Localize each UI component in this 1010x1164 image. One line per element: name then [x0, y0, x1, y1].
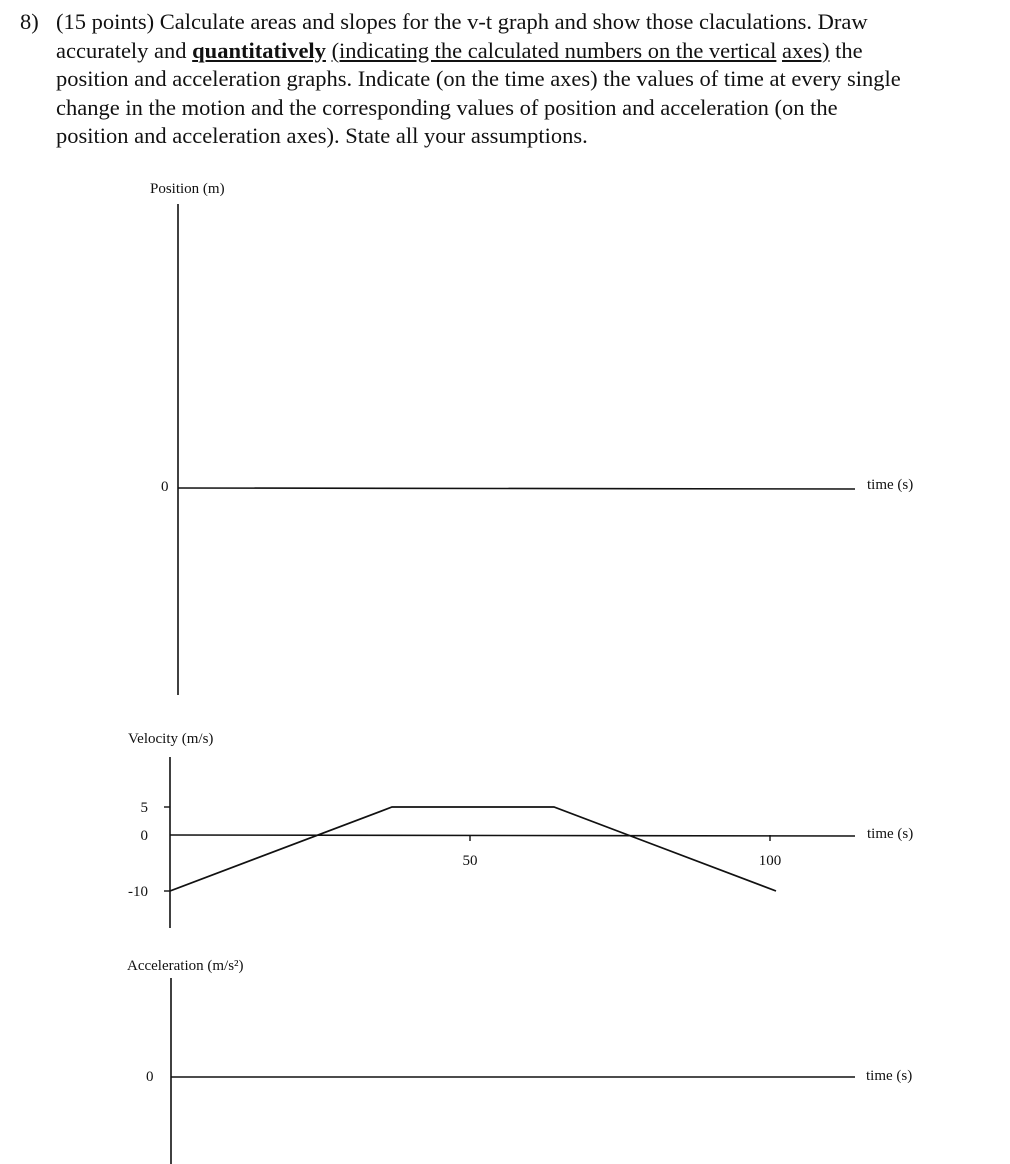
question-parenthetical-b: axes) [782, 37, 830, 63]
acceleration-time-label: time (s) [866, 1068, 913, 1084]
velocity-y-ticks [128, 800, 170, 900]
velocity-y-tick-label: 5 [140, 800, 148, 816]
position-graph [150, 181, 913, 695]
question-emphasis: quantitatively [192, 37, 326, 63]
position-time-label: time (s) [867, 477, 914, 493]
velocity-y-tick-label: 0 [140, 828, 148, 844]
acceleration-zero-label: 0 [146, 1069, 154, 1085]
position-zero-label: 0 [161, 479, 169, 495]
velocity-series-line [170, 807, 776, 891]
velocity-time-axis [170, 835, 855, 836]
question-parenthetical-a: (indicating the calculated numbers on the vertical [331, 37, 777, 63]
velocity-time-label: time (s) [867, 826, 914, 842]
acceleration-graph [127, 958, 912, 1164]
question-number: 8) [20, 9, 39, 34]
velocity-x-ticks [463, 835, 782, 869]
position-time-axis [178, 488, 855, 489]
question-rest: the position and acceleration graphs. Indicate (on the time axes) the values of time at every single change in the motion and the corresponding values of position and acceleration (on the position and acceleration axes). State all your assumptions. [56, 37, 901, 148]
question-points: (15 points) [56, 9, 155, 34]
question-intro: Calculate areas and slopes for the v-t graph and show those claculations. Draw accurately and [56, 9, 868, 63]
acceleration-axis-title: Acceleration (m/s²) [127, 958, 244, 974]
velocity-y-tick-label: -10 [128, 884, 148, 900]
velocity-axis-title: Velocity (m/s) [128, 731, 214, 747]
velocity-graph [128, 731, 913, 928]
velocity-x-tick-label: 50 [462, 853, 478, 869]
velocity-x-tick-label: 100 [758, 853, 782, 869]
position-axis-title: Position (m) [150, 181, 225, 197]
velocity-series [170, 807, 776, 891]
